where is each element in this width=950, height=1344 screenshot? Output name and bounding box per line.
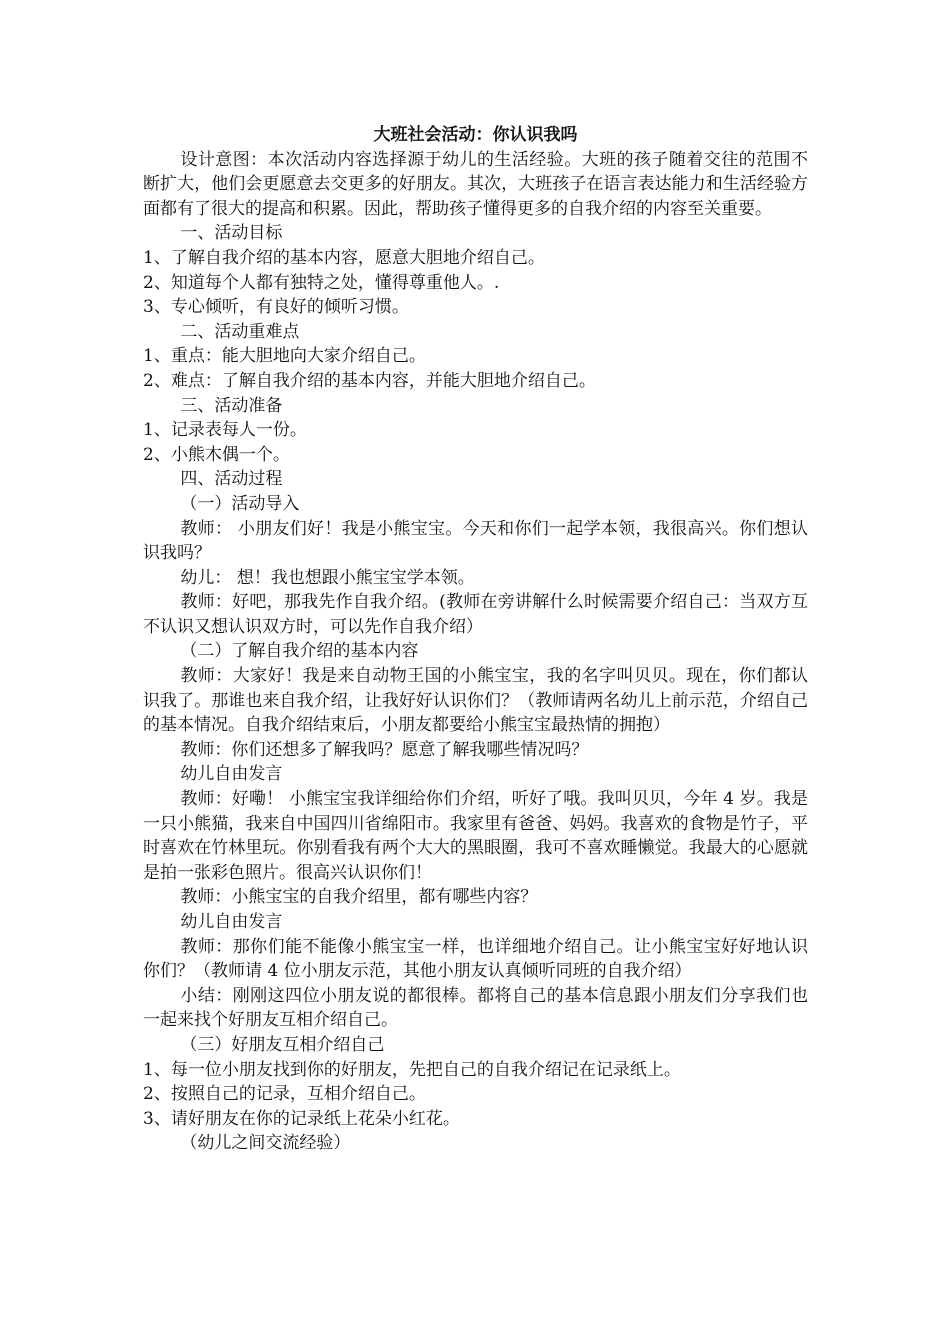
- paragraph: 2、按照自己的记录，互相介绍自己。: [143, 1084, 426, 1105]
- paragraph: 教师：好嘞！ 小熊宝宝我详细给你们介绍，听好了哦。我叫贝贝，今年 4 岁。我是一只小熊猫，我来自中国四川省绵阳市。我家里有爸爸、妈妈。我喜欢的食物是竹子，平时喜欢在竹林里玩。你别看我有两个大大的黑眼圈，我可不喜欢睡懒觉。我最大的心愿就是拍一张彩色照片。很高兴认识你们！: [143, 789, 808, 883]
- paragraph: 教师：你们还想多了解我吗？愿意了解我哪些情况吗？: [180, 739, 589, 760]
- paragraph: 幼儿自由发言: [180, 764, 283, 785]
- paragraph: 1、每一位小朋友找到你的好朋友，先把自己的自我介绍记在记录纸上。: [143, 1059, 681, 1080]
- paragraph: 幼儿自由发言: [180, 912, 283, 932]
- paragraph: 3、请好朋友在你的记录纸上花朵小红花。: [143, 1108, 460, 1129]
- paragraph: 四、活动过程: [180, 469, 283, 490]
- paragraph: 设计意图：本次活动内容选择源于幼儿的生活经验。大班的孩子随着交往的范围不断扩大，他们会更愿意去交更多的好朋友。其次，大班孩子在语言表达能力和生活经验方面都有了很大的提高和积累。因此，帮助孩子懂得更多的自我介绍的内容至关重要。: [143, 149, 808, 219]
- paragraph: 2、小熊木偶一个。: [143, 444, 290, 465]
- paragraph: 三、活动准备: [180, 395, 283, 416]
- paragraph: 教师：好吧，那我先作自我介绍。(教师在旁讲解什么时候需要介绍自己：当双方互不认识又想认识双方时，可以先作自我介绍）: [143, 592, 808, 637]
- paragraph: 教师： 小朋友们好！我是小熊宝宝。今天和你们一起学本领，我很高兴。你们想认识我吗？: [143, 518, 808, 564]
- document-title: 大班社会活动：你认识我吗: [373, 125, 578, 145]
- paragraph: 2、知道每个人都有独特之处，懂得尊重他人。.: [143, 272, 500, 293]
- paragraph: 1、了解自我介绍的基本内容，愿意大胆地介绍自己。: [143, 247, 545, 268]
- paragraph: 2、难点：了解自我介绍的基本内容，并能大胆地介绍自己。: [143, 370, 596, 391]
- paragraph: 教师：大家好！我是来自动物王国的小熊宝宝，我的名字叫贝贝。现在，你们都认识我了。那谁也来自我介绍，让我好好认识你们？（教师请两名幼儿上前示范，介绍自己的基本情况。自我介绍结束后，小朋友都要给小熊宝宝最热情的拥抱）: [143, 666, 808, 736]
- paragraph: （二）了解自我介绍的基本内容: [180, 641, 419, 662]
- paragraph: 幼儿： 想！我也想跟小熊宝宝学本领。: [180, 567, 475, 588]
- paragraph: 教师：小熊宝宝的自我介绍里，都有哪些内容？: [180, 887, 538, 908]
- paragraph: 1、重点：能大胆地向大家介绍自己。: [143, 346, 426, 367]
- document-body: [143, 123, 808, 1156]
- paragraph: （幼儿之间交流经验）: [180, 1133, 351, 1154]
- paragraph: 小结：刚刚这四位小朋友说的都很棒。都将自己的基本信息跟小朋友们分享我们也一起来找个好朋友互相介绍自己。: [143, 985, 808, 1031]
- paragraph: （一）活动导入: [180, 493, 300, 514]
- paragraph: 一、活动目标: [180, 223, 283, 244]
- paragraph: 二、活动重难点: [180, 321, 300, 342]
- paragraph: 教师：那你们能不能像小熊宝宝一样，也详细地介绍自己。让小熊宝宝好好地认识你们？（教师请 4 位小朋友示范，其他小朋友认真倾听同班的自我介绍）: [143, 936, 808, 982]
- paragraph: （三）好朋友互相介绍自己: [180, 1034, 385, 1055]
- paragraph-list: [143, 148, 808, 1156]
- paragraph: 1、记录表每人一份。: [143, 420, 307, 441]
- paragraph: 3、专心倾听，有良好的倾听习惯。: [143, 297, 409, 318]
